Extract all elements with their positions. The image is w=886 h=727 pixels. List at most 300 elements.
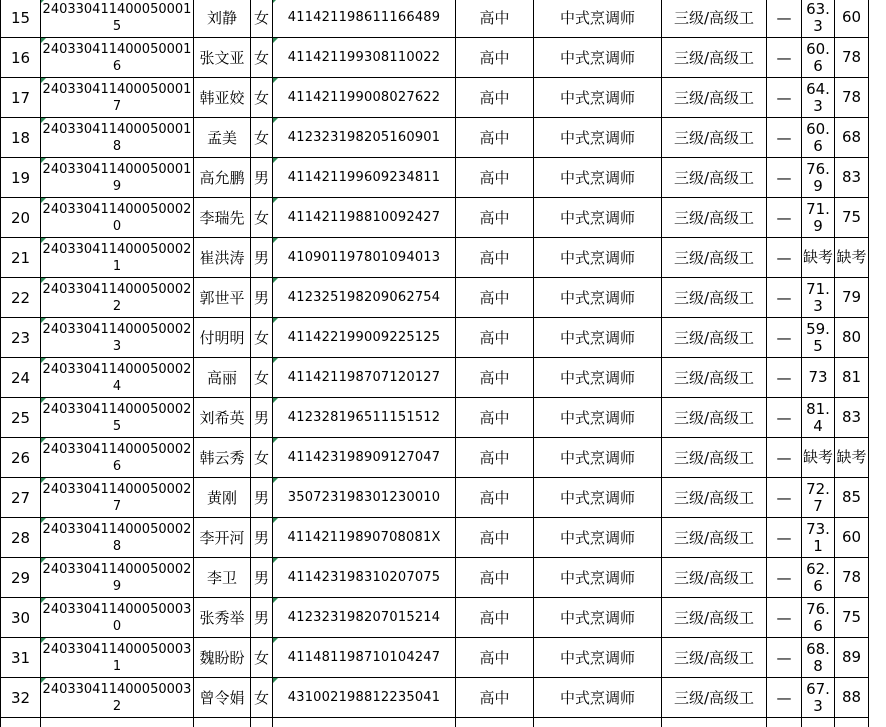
cell-gender-text: 男 xyxy=(253,529,269,547)
cell-occupation[interactable] xyxy=(534,278,662,318)
cell-id-number[interactable] xyxy=(273,598,456,638)
cell-education[interactable] xyxy=(456,598,534,638)
cell-id-number[interactable] xyxy=(273,278,456,318)
cell-education[interactable] xyxy=(456,198,534,238)
cell-education[interactable] xyxy=(456,238,534,278)
cell-gender-text: 女 xyxy=(253,369,269,387)
cell-gender-text: 男 xyxy=(253,169,269,187)
number-as-text-indicator-icon xyxy=(273,518,278,523)
cell-theory-score[interactable] xyxy=(802,358,835,398)
cell-skill-score[interactable] xyxy=(835,598,869,638)
cell-theory-score-text: 62.6 xyxy=(806,559,830,595)
cell-ticket-number[interactable] xyxy=(41,518,194,558)
cell-id-number[interactable] xyxy=(273,158,456,198)
cell-ticket-number[interactable] xyxy=(41,198,194,238)
cell-gender[interactable] xyxy=(251,678,273,718)
cell-row-number[interactable] xyxy=(1,398,41,438)
cell-dash[interactable] xyxy=(767,558,802,598)
cell-id-number-text: 412323198207015214 xyxy=(287,610,441,625)
cell-row-number[interactable] xyxy=(1,78,41,118)
cell-name[interactable] xyxy=(194,518,251,558)
cell-level[interactable] xyxy=(662,398,767,438)
cell-id-number[interactable] xyxy=(273,358,456,398)
cell-id-number[interactable] xyxy=(273,0,456,38)
cell-occupation[interactable] xyxy=(534,438,662,478)
cell-name[interactable] xyxy=(194,358,251,398)
cell-row-number[interactable] xyxy=(1,38,41,78)
cell-name[interactable] xyxy=(194,38,251,78)
cell-name[interactable] xyxy=(194,678,251,718)
cell-skill-score-text: 75 xyxy=(841,208,862,226)
cell-theory-score[interactable] xyxy=(802,278,835,318)
cell-skill-score[interactable] xyxy=(835,638,869,678)
cell-dash-text: — xyxy=(776,528,792,547)
cell-ticket-number-text: 240330411400050002 0 xyxy=(42,201,192,234)
cell-occupation[interactable] xyxy=(534,558,662,598)
cell-skill-score[interactable] xyxy=(835,678,869,718)
cell-ticket-number[interactable] xyxy=(41,558,194,598)
cell-dash[interactable] xyxy=(767,198,802,238)
cell-education[interactable] xyxy=(456,638,534,678)
cell-skill-score-text: 81 xyxy=(841,368,862,386)
cell-id-number[interactable] xyxy=(273,718,456,727)
cell-theory-score[interactable] xyxy=(802,678,835,718)
cell-occupation[interactable] xyxy=(534,238,662,278)
cell-level[interactable] xyxy=(662,318,767,358)
cell-theory-score[interactable] xyxy=(802,638,835,678)
cell-row-number-text: 23 xyxy=(10,328,31,347)
cell-name-text: 韩亚姣 xyxy=(199,89,245,107)
cell-education-text: 高中 xyxy=(479,369,510,387)
cell-ticket-number-text: 240330411400050002 7 xyxy=(42,481,192,514)
cell-skill-score-text: 83 xyxy=(841,168,862,186)
cell-skill-score[interactable] xyxy=(835,198,869,238)
cell-level[interactable] xyxy=(662,358,767,398)
cell-ticket-number-text: 240330411400050003 2 xyxy=(42,681,192,714)
cell-education-text: 高中 xyxy=(479,569,510,587)
cell-dash[interactable] xyxy=(767,438,802,478)
cell-dash[interactable] xyxy=(767,478,802,518)
cell-id-number-text: 411423198310207075 xyxy=(287,570,441,585)
number-as-text-indicator-icon xyxy=(273,78,278,83)
cell-level[interactable] xyxy=(662,678,767,718)
cell-occupation-text: 中式烹调师 xyxy=(559,609,635,627)
cell-name[interactable] xyxy=(194,278,251,318)
cell-education[interactable] xyxy=(456,318,534,358)
cell-id-number[interactable] xyxy=(273,118,456,158)
table-row xyxy=(1,0,869,38)
cell-occupation[interactable] xyxy=(534,398,662,438)
cell-skill-score-text: 缺考 xyxy=(836,448,867,466)
cell-theory-score[interactable] xyxy=(802,318,835,358)
cell-name-text: 高丽 xyxy=(206,369,237,387)
cell-gender-text: 男 xyxy=(253,609,269,627)
cell-ticket-number[interactable] xyxy=(41,678,194,718)
number-as-text-indicator-icon xyxy=(273,398,278,403)
cell-name[interactable] xyxy=(194,318,251,358)
cell-occupation-text: 中式烹调师 xyxy=(559,129,635,147)
cell-dash[interactable] xyxy=(767,278,802,318)
cell-row-number[interactable] xyxy=(1,118,41,158)
cell-theory-score[interactable] xyxy=(802,238,835,278)
cell-dash-text: — xyxy=(776,128,792,147)
cell-row-number[interactable] xyxy=(1,278,41,318)
cell-ticket-number[interactable] xyxy=(41,158,194,198)
cell-id-number[interactable] xyxy=(273,398,456,438)
cell-row-number[interactable] xyxy=(1,518,41,558)
cell-dash[interactable] xyxy=(767,0,802,38)
cell-name[interactable] xyxy=(194,478,251,518)
cell-row-number-text: 18 xyxy=(10,128,31,147)
cell-ticket-number[interactable] xyxy=(41,0,194,38)
cell-gender[interactable] xyxy=(251,558,273,598)
cell-ticket-number[interactable] xyxy=(41,38,194,78)
cell-level-text: 三级/高级工 xyxy=(673,449,755,467)
cell-skill-score[interactable] xyxy=(835,318,869,358)
cell-theory-score[interactable] xyxy=(802,518,835,558)
cell-name[interactable] xyxy=(194,158,251,198)
cell-occupation[interactable] xyxy=(534,598,662,638)
cell-dash[interactable] xyxy=(767,38,802,78)
cell-occupation[interactable] xyxy=(534,478,662,518)
cell-gender[interactable] xyxy=(251,278,273,318)
cell-name-text: 李卫 xyxy=(206,569,237,587)
cell-theory-score[interactable] xyxy=(802,598,835,638)
cell-education-text: 高中 xyxy=(479,529,510,547)
cell-id-number[interactable] xyxy=(273,518,456,558)
cell-skill-score[interactable] xyxy=(835,0,869,38)
cell-dash[interactable] xyxy=(767,238,802,278)
cell-occupation[interactable] xyxy=(534,638,662,678)
cell-gender[interactable] xyxy=(251,318,273,358)
cell-id-number[interactable] xyxy=(273,38,456,78)
cell-ticket-number-text: 240330411400050002 9 xyxy=(42,561,192,594)
cell-level[interactable] xyxy=(662,718,767,727)
cell-name-text: 张秀举 xyxy=(199,609,245,627)
cell-level[interactable] xyxy=(662,238,767,278)
cell-row-number[interactable] xyxy=(1,238,41,278)
cell-row-number-text: 28 xyxy=(10,528,31,547)
cell-row-number[interactable] xyxy=(1,638,41,678)
cell-dash-text: — xyxy=(776,648,792,667)
number-as-text-indicator-icon xyxy=(273,238,278,243)
cell-occupation[interactable] xyxy=(534,118,662,158)
cell-education-text: 高中 xyxy=(479,209,510,227)
cell-ticket-number[interactable] xyxy=(41,478,194,518)
cell-occupation[interactable] xyxy=(534,158,662,198)
cell-ticket-number-text: 240330411400050001 5 xyxy=(42,1,192,34)
cell-occupation[interactable] xyxy=(534,518,662,558)
cell-gender-text: 女 xyxy=(253,209,269,227)
cell-skill-score[interactable] xyxy=(835,158,869,198)
cell-theory-score[interactable] xyxy=(802,718,835,727)
cell-level[interactable] xyxy=(662,598,767,638)
cell-gender[interactable] xyxy=(251,398,273,438)
cell-ticket-number-text: 240330411400050002 4 xyxy=(42,361,192,394)
cell-row-number[interactable] xyxy=(1,158,41,198)
table-row xyxy=(1,398,869,438)
cell-dash-text: — xyxy=(776,568,792,587)
cell-gender[interactable] xyxy=(251,598,273,638)
cell-dash-text: — xyxy=(776,248,792,267)
cell-dash[interactable] xyxy=(767,598,802,638)
cell-row-number-text: 16 xyxy=(10,48,31,67)
cell-gender[interactable] xyxy=(251,158,273,198)
cell-theory-score-text: 71.9 xyxy=(806,199,830,235)
cell-education[interactable] xyxy=(456,518,534,558)
cell-dash-text: — xyxy=(776,608,792,627)
cell-id-number-text: 412323198205160901 xyxy=(287,130,441,145)
cell-occupation[interactable] xyxy=(534,78,662,118)
cell-level[interactable] xyxy=(662,0,767,38)
cell-level[interactable] xyxy=(662,478,767,518)
cell-row-number-text: 30 xyxy=(10,608,31,627)
cell-gender[interactable] xyxy=(251,78,273,118)
cell-skill-score[interactable] xyxy=(835,438,869,478)
cell-gender[interactable] xyxy=(251,638,273,678)
cell-theory-score-text: 63.3 xyxy=(806,0,830,35)
table-row xyxy=(1,718,869,727)
cell-ticket-number-text: 240330411400050002 3 xyxy=(42,321,192,354)
cell-occupation[interactable] xyxy=(534,358,662,398)
cell-theory-score[interactable] xyxy=(802,158,835,198)
cell-skill-score[interactable] xyxy=(835,398,869,438)
cell-theory-score[interactable] xyxy=(802,438,835,478)
cell-row-number[interactable] xyxy=(1,558,41,598)
cell-name[interactable] xyxy=(194,558,251,598)
cell-gender[interactable] xyxy=(251,238,273,278)
cell-row-number[interactable] xyxy=(1,478,41,518)
cell-dash[interactable] xyxy=(767,518,802,558)
cell-id-number[interactable] xyxy=(273,198,456,238)
cell-ticket-number-text: 240330411400050002 5 xyxy=(42,401,192,434)
cell-skill-score[interactable] xyxy=(835,718,869,727)
cell-theory-score[interactable] xyxy=(802,38,835,78)
cell-row-number-text: 25 xyxy=(10,408,31,427)
cell-dash-text: — xyxy=(776,688,792,707)
cell-ticket-number[interactable] xyxy=(41,358,194,398)
cell-gender[interactable] xyxy=(251,518,273,558)
cell-id-number[interactable] xyxy=(273,678,456,718)
cell-name[interactable] xyxy=(194,398,251,438)
cell-level[interactable] xyxy=(662,438,767,478)
cell-gender-text: 女 xyxy=(253,649,269,667)
cell-education[interactable] xyxy=(456,558,534,598)
cell-occupation[interactable] xyxy=(534,678,662,718)
cell-education[interactable] xyxy=(456,398,534,438)
number-as-text-indicator-icon xyxy=(41,278,46,283)
number-as-text-indicator-icon xyxy=(273,278,278,283)
cell-ticket-number[interactable] xyxy=(41,318,194,358)
cell-dash[interactable] xyxy=(767,158,802,198)
number-as-text-indicator-icon xyxy=(41,358,46,363)
cell-ticket-number-text: 240330411400050001 9 xyxy=(42,161,192,194)
cell-gender[interactable] xyxy=(251,0,273,38)
cell-skill-score[interactable] xyxy=(835,278,869,318)
cell-dash[interactable] xyxy=(767,398,802,438)
cell-name[interactable] xyxy=(194,718,251,727)
table-row xyxy=(1,278,869,318)
cell-education[interactable] xyxy=(456,158,534,198)
cell-row-number[interactable] xyxy=(1,198,41,238)
number-as-text-indicator-icon xyxy=(41,438,46,443)
cell-occupation[interactable] xyxy=(534,0,662,38)
cell-id-number[interactable] xyxy=(273,558,456,598)
cell-dash-text: — xyxy=(776,448,792,467)
cell-education[interactable] xyxy=(456,478,534,518)
cell-skill-score[interactable] xyxy=(835,558,869,598)
cell-education[interactable] xyxy=(456,438,534,478)
cell-dash-text: — xyxy=(776,368,792,387)
cell-name[interactable] xyxy=(194,238,251,278)
cell-row-number[interactable] xyxy=(1,718,41,727)
cell-name[interactable] xyxy=(194,0,251,38)
cell-ticket-number[interactable] xyxy=(41,118,194,158)
cell-row-number[interactable] xyxy=(1,678,41,718)
cell-ticket-number[interactable] xyxy=(41,398,194,438)
cell-level[interactable] xyxy=(662,638,767,678)
number-as-text-indicator-icon xyxy=(41,398,46,403)
cell-skill-score[interactable] xyxy=(835,518,869,558)
cell-gender[interactable] xyxy=(251,718,273,727)
cell-theory-score[interactable] xyxy=(802,398,835,438)
cell-theory-score[interactable] xyxy=(802,198,835,238)
cell-row-number[interactable] xyxy=(1,358,41,398)
cell-ticket-number[interactable] xyxy=(41,638,194,678)
cell-dash[interactable] xyxy=(767,318,802,358)
cell-gender[interactable] xyxy=(251,358,273,398)
cell-level[interactable] xyxy=(662,558,767,598)
cell-dash[interactable] xyxy=(767,678,802,718)
cell-level-text: 三级/高级工 xyxy=(673,89,755,107)
number-as-text-indicator-icon xyxy=(41,478,46,483)
cell-education[interactable] xyxy=(456,278,534,318)
cell-dash[interactable] xyxy=(767,358,802,398)
cell-theory-score[interactable] xyxy=(802,118,835,158)
cell-row-number[interactable] xyxy=(1,438,41,478)
cell-level[interactable] xyxy=(662,118,767,158)
cell-row-number[interactable] xyxy=(1,598,41,638)
cell-gender[interactable] xyxy=(251,38,273,78)
number-as-text-indicator-icon xyxy=(273,558,278,563)
cell-name[interactable] xyxy=(194,598,251,638)
cell-gender[interactable] xyxy=(251,438,273,478)
cell-gender[interactable] xyxy=(251,198,273,238)
cell-occupation[interactable] xyxy=(534,718,662,727)
cell-skill-score[interactable] xyxy=(835,238,869,278)
cell-theory-score-text: 60.6 xyxy=(806,39,830,75)
cell-dash[interactable] xyxy=(767,638,802,678)
cell-id-number[interactable] xyxy=(273,318,456,358)
cell-theory-score[interactable] xyxy=(802,0,835,38)
cell-skill-score[interactable] xyxy=(835,358,869,398)
cell-level[interactable] xyxy=(662,198,767,238)
cell-theory-score[interactable] xyxy=(802,478,835,518)
cell-theory-score-text: 81.4 xyxy=(806,399,830,435)
cell-theory-score-text: 67.3 xyxy=(806,679,830,715)
cell-dash[interactable] xyxy=(767,118,802,158)
cell-ticket-number[interactable] xyxy=(41,278,194,318)
cell-id-number[interactable] xyxy=(273,78,456,118)
cell-skill-score[interactable] xyxy=(835,478,869,518)
cell-id-number[interactable] xyxy=(273,238,456,278)
cell-education[interactable] xyxy=(456,358,534,398)
cell-dash-text: — xyxy=(776,88,792,107)
cell-level[interactable] xyxy=(662,518,767,558)
cell-skill-score[interactable] xyxy=(835,78,869,118)
cell-name[interactable] xyxy=(194,198,251,238)
cell-theory-score[interactable] xyxy=(802,78,835,118)
cell-level[interactable] xyxy=(662,278,767,318)
cell-education[interactable] xyxy=(456,118,534,158)
cell-id-number[interactable] xyxy=(273,438,456,478)
cell-level[interactable] xyxy=(662,38,767,78)
cell-row-number[interactable] xyxy=(1,0,41,38)
cell-name-text: 孟美 xyxy=(206,129,237,147)
cell-theory-score[interactable] xyxy=(802,558,835,598)
cell-education[interactable] xyxy=(456,718,534,727)
cell-level[interactable] xyxy=(662,78,767,118)
number-as-text-indicator-icon xyxy=(41,158,46,163)
cell-dash[interactable] xyxy=(767,78,802,118)
cell-occupation[interactable] xyxy=(534,198,662,238)
cell-ticket-number[interactable] xyxy=(41,438,194,478)
cell-education[interactable] xyxy=(456,78,534,118)
cell-ticket-number[interactable] xyxy=(41,78,194,118)
cell-education-text: 高中 xyxy=(479,649,510,667)
cell-row-number[interactable] xyxy=(1,318,41,358)
cell-id-number-text: 412325198209062754 xyxy=(287,290,441,305)
cell-skill-score[interactable] xyxy=(835,118,869,158)
table-row xyxy=(1,558,869,598)
cell-name[interactable] xyxy=(194,638,251,678)
cell-gender[interactable] xyxy=(251,118,273,158)
cell-education[interactable] xyxy=(456,678,534,718)
cell-theory-score-text: 缺考 xyxy=(802,448,833,466)
cell-level-text: 三级/高级工 xyxy=(673,49,755,67)
cell-id-number[interactable] xyxy=(273,478,456,518)
cell-occupation[interactable] xyxy=(534,318,662,358)
cell-name[interactable] xyxy=(194,118,251,158)
cell-dash-text: — xyxy=(776,288,792,307)
cell-skill-score-text: 78 xyxy=(841,48,862,66)
cell-gender[interactable] xyxy=(251,478,273,518)
cell-name[interactable] xyxy=(194,438,251,478)
cell-ticket-number[interactable] xyxy=(41,718,194,727)
cell-row-number-text: 21 xyxy=(10,248,31,267)
cell-level-text: 三级/高级工 xyxy=(673,489,755,507)
cell-skill-score-text: 89 xyxy=(841,648,862,666)
cell-occupation[interactable] xyxy=(534,38,662,78)
cell-level-text: 三级/高级工 xyxy=(673,249,755,267)
cell-ticket-number-text: 240330411400050003 1 xyxy=(42,641,192,674)
cell-education[interactable] xyxy=(456,38,534,78)
cell-name[interactable] xyxy=(194,78,251,118)
cell-ticket-number[interactable] xyxy=(41,238,194,278)
table-row xyxy=(1,158,869,198)
number-as-text-indicator-icon xyxy=(273,118,278,123)
cell-dash[interactable] xyxy=(767,718,802,727)
cell-education-text: 高中 xyxy=(479,169,510,187)
cell-id-number[interactable] xyxy=(273,638,456,678)
table-row xyxy=(1,78,869,118)
number-as-text-indicator-icon xyxy=(273,478,278,483)
cell-education[interactable] xyxy=(456,0,534,38)
cell-ticket-number[interactable] xyxy=(41,598,194,638)
cell-level[interactable] xyxy=(662,158,767,198)
cell-dash-text: — xyxy=(776,488,792,507)
cell-skill-score[interactable] xyxy=(835,38,869,78)
